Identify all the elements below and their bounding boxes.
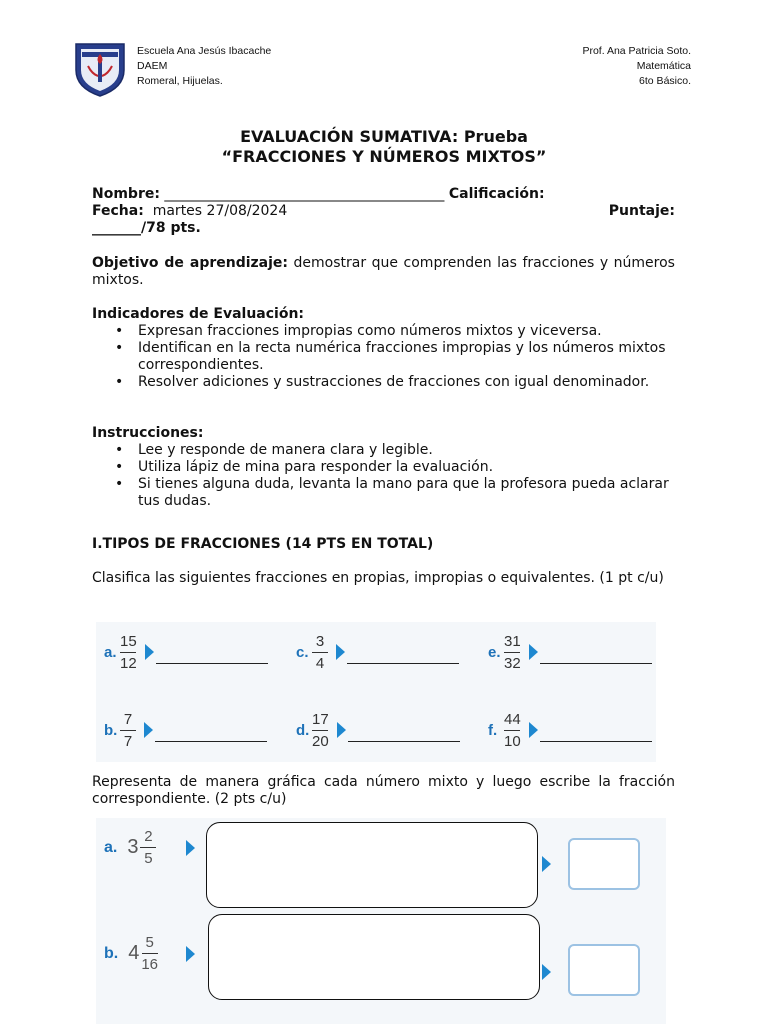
list-item: • Identifican en la recta numérica fracciones impropias y los números mixtos correspondientes. (138, 340, 675, 374)
item-label: a. (104, 643, 117, 661)
numerator: 44 (504, 710, 521, 728)
indicators-label: Indicadores de Evaluación: (92, 306, 305, 322)
list-item: • Expresan fracciones impropias como números mixtos y viceversa. (138, 323, 675, 340)
grade-label: Calificación: (448, 186, 545, 202)
answer-blank[interactable] (156, 641, 268, 664)
denominator: 16 (141, 956, 159, 973)
answer-blank[interactable] (348, 719, 460, 742)
section-title (92, 536, 675, 553)
instructions (92, 425, 675, 510)
arrow-icon (186, 946, 195, 962)
numerator: 7 (123, 710, 133, 728)
fraction (120, 633, 137, 672)
fraction-item-c (296, 622, 459, 682)
drawing-box-a[interactable] (206, 822, 538, 908)
date-row (92, 203, 675, 220)
answer-blank[interactable] (540, 641, 652, 664)
school-name: Escuela Ana Jesús Ibacache (137, 45, 272, 57)
fraction (504, 633, 521, 672)
arrow-icon (336, 644, 345, 660)
fraction-item-a (104, 622, 268, 682)
item-label: b. (104, 944, 119, 962)
fraction (141, 934, 158, 973)
denominator: 10 (504, 732, 521, 750)
school-org: DAEM (137, 60, 168, 72)
denominator: 4 (315, 654, 325, 672)
numerator: 5 (145, 934, 154, 951)
answer-blank[interactable] (347, 641, 459, 664)
fraction (312, 711, 329, 750)
item-label: a. (104, 838, 118, 856)
arrow-icon (145, 644, 154, 660)
denominator: 5 (144, 850, 153, 867)
item-label: f. (488, 721, 498, 739)
arrow-icon (529, 722, 538, 738)
fraction (504, 711, 521, 750)
mixed-item-b (104, 934, 166, 973)
item-label: c. (296, 643, 309, 661)
item-label: b. (104, 721, 118, 739)
objective-text: demostrar que comprenden las fracciones y números mixtos. (92, 255, 675, 288)
numerator: 2 (144, 828, 153, 845)
arrow-icon (529, 644, 538, 660)
arrow-icon (542, 964, 551, 980)
student-form (92, 186, 675, 237)
fraction (120, 711, 136, 750)
name-blank[interactable]: ________________________________________ (164, 186, 445, 202)
list-item: • Utiliza lápiz de mina para responder la evaluación. (138, 459, 675, 476)
title-line-1: EVALUACIÓN SUMATIVA: Prueba (240, 127, 528, 146)
answer-blank[interactable] (155, 719, 267, 742)
teacher-info (582, 44, 691, 89)
indicators-list (92, 323, 675, 391)
subject: Matemática (636, 60, 691, 72)
answer-box-a[interactable] (568, 838, 640, 890)
grade-level: 6to Básico. (639, 75, 691, 87)
item-label: d. (296, 721, 310, 739)
whole-number: 3 (127, 836, 139, 858)
name-row (92, 186, 675, 203)
list-item: • Lee y responde de manera clara y legible. (138, 442, 675, 459)
numerator: 15 (120, 632, 137, 650)
score-label: Puntaje: (608, 203, 675, 219)
list-item: • Si tienes alguna duda, levanta la mano para que la profesora pueda aclarar tus dudas. (138, 476, 675, 510)
name-label: Nombre: (92, 186, 160, 202)
school-location: Romeral, Hijuelas. (137, 75, 223, 87)
whole-number: 4 (128, 942, 140, 964)
arrow-icon (337, 722, 346, 738)
teacher-name: Prof. Ana Patricia Soto. (582, 45, 691, 57)
arrow-icon (186, 840, 195, 856)
fractions-exercise (96, 622, 656, 762)
objective (92, 255, 675, 289)
section-title-text: I.TIPOS DE FRACCIONES (14 PTS EN TOTAL) (92, 536, 434, 552)
school-info (137, 44, 271, 89)
answer-box-b[interactable] (568, 944, 640, 996)
mixed-item-a (104, 828, 164, 867)
numerator: 17 (312, 710, 329, 728)
arrow-icon (542, 856, 551, 872)
instructions-list (92, 442, 675, 510)
section-prompt: Clasifica las siguientes fracciones en propias, impropias o equivalentes. (1 pt c/u) (92, 570, 664, 586)
objective-label: Objetivo de aprendizaje: (92, 255, 289, 271)
page-title (0, 127, 768, 167)
date-label: Fecha: (92, 203, 144, 219)
title-line-2: “FRACCIONES Y NÚMEROS MIXTOS” (221, 147, 547, 166)
score-value[interactable]: _______/78 pts. (92, 220, 201, 236)
fraction (140, 828, 156, 867)
indicators (92, 306, 675, 391)
date-value: martes 27/08/2024 (152, 203, 288, 219)
list-item: • Resolver adiciones y sustracciones de fracciones con igual denominador. (138, 374, 675, 391)
fraction-item-f (488, 700, 652, 760)
numerator: 3 (315, 632, 325, 650)
denominator: 20 (312, 732, 329, 750)
school-crest-logo (74, 40, 126, 98)
fraction-item-b (104, 700, 267, 760)
fraction (312, 633, 328, 672)
fraction-item-e (488, 622, 652, 682)
drawing-box-b[interactable] (208, 914, 540, 1000)
fraction-item-d (296, 700, 460, 760)
answer-blank[interactable] (540, 719, 652, 742)
arrow-icon (144, 722, 153, 738)
numerator: 31 (504, 632, 521, 650)
item-label: e. (488, 643, 501, 661)
denominator: 7 (123, 732, 133, 750)
mixed-prompt: Representa de manera gráfica cada número mixto y luego escribe la fracción correspondiente. (2 pts c/u) (92, 774, 675, 807)
denominator: 32 (504, 654, 521, 672)
instructions-label: Instrucciones: (92, 425, 204, 441)
denominator: 12 (120, 654, 137, 672)
mixed-numbers-exercise (96, 818, 666, 1024)
